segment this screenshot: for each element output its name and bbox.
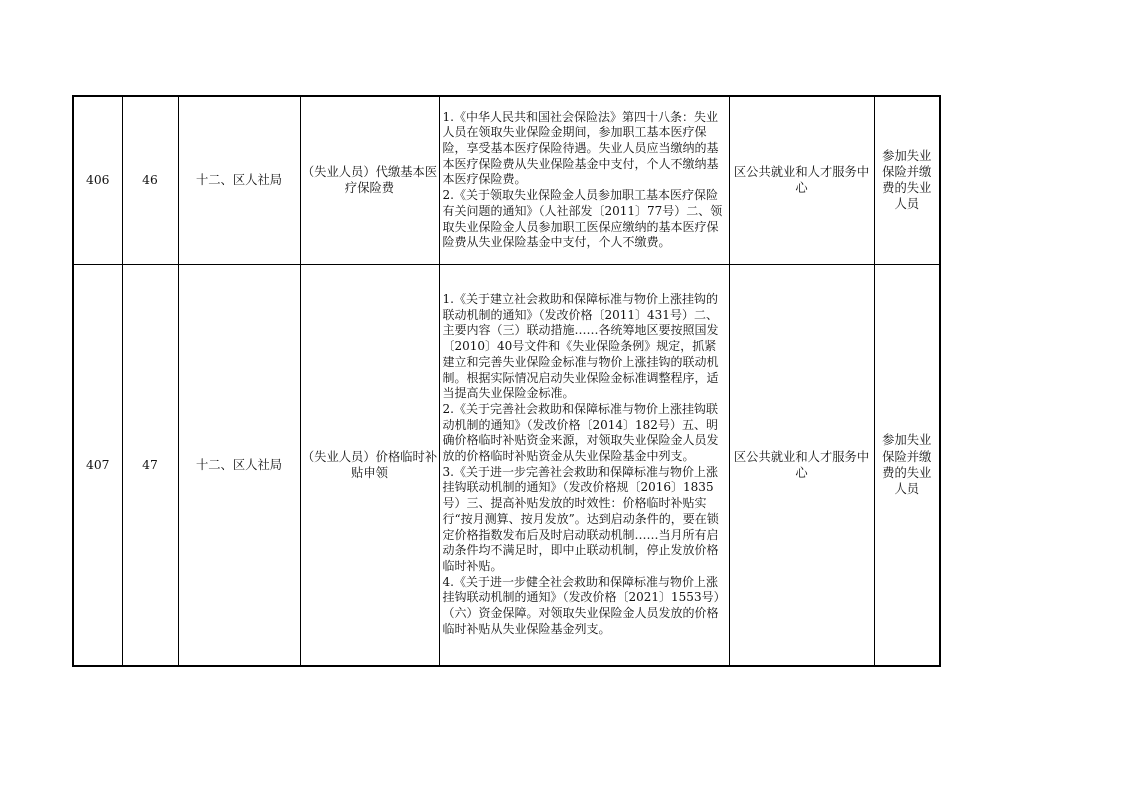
basis-paragraph: 4.《关于进一步健全社会救助和保障标准与物价上涨挂钩联动机制的通知》（发改价格〔2021〕1553号）（六）资金保障。对领取失业保险金人员发放的价格临时补贴从失业保险基金列支。 bbox=[442, 574, 720, 636]
department-cell: 十二、区人社局 bbox=[178, 264, 300, 666]
table-row bbox=[73, 96, 940, 264]
basis-paragraph: 1.《关于建立社会救助和保障标准与物价上涨挂钩的联动机制的通知》（发改价格〔2011〕431号）二、主要内容（三）联动措施……各统筹地区要按照国发〔2010〕40号文件和《失业保险条例》规定，抓紧建立和完善失业保险金标准与物价上涨挂钩的联动机制。根据实际情况启动失业保险金标准调整程序，适当提高失业保险金标准。 bbox=[442, 292, 719, 401]
service-table bbox=[72, 95, 941, 667]
item-name-cell: （失业人员）代缴基本医疗保险费 bbox=[300, 96, 439, 264]
seq-cell: 406 bbox=[73, 96, 122, 264]
seq-cell: 407 bbox=[73, 264, 122, 666]
implementer-cell: 区公共就业和人才服务中心 bbox=[729, 96, 874, 264]
basis-paragraph: 3.《关于进一步完善社会救助和保障标准与物价上涨挂钩联动机制的通知》（发改价格规〔2016〕1835号）三、提高补贴发放的时效性：价格临时补贴实行“按月测算、按月发放”。达到启动条件的，要在锁定价格指数发布后及时启动联动机制……当月所有启动条件均不满足时，即中止联动机制，停止发放价格临时补贴。 bbox=[442, 464, 719, 573]
item-name-cell: （失业人员）价格临时补贴申领 bbox=[300, 264, 439, 666]
sub-seq-cell: 47 bbox=[122, 264, 178, 666]
basis-paragraph: 2.《关于完善社会救助和保障标准与物价上涨挂钩联动机制的通知》（发改价格〔2014〕182号）五、明确价格临时补贴资金来源，对领取失业保险金人员发放的价格临时补贴资金从失业保险基金中列支。 bbox=[442, 401, 719, 464]
target-cell: 参加失业保险并缴费的失业人员 bbox=[874, 96, 940, 264]
legal-basis-cell bbox=[439, 264, 729, 666]
table-row bbox=[73, 264, 940, 666]
target-cell: 参加失业保险并缴费的失业人员 bbox=[874, 264, 940, 666]
legal-basis-cell bbox=[439, 96, 729, 264]
implementer-cell: 区公共就业和人才服务中心 bbox=[729, 264, 874, 666]
basis-paragraph: 2.《关于领取失业保险金人员参加职工基本医疗保险有关问题的通知》（人社部发〔2011〕77号）二、领取失业保险金人员参加职工医保应缴纳的基本医疗保险费从失业保险基金中支付，个人不缴费。 bbox=[442, 188, 723, 250]
basis-paragraph: 1.《中华人民共和国社会保险法》第四十八条：失业人员在领取失业保险金期间，参加职工基本医疗保险，享受基本医疗保险待遇。失业人员应当缴纳的基本医疗保险费从失业保险基金中支付，个人不缴纳基本医疗保险费。 bbox=[442, 109, 719, 187]
department-cell: 十二、区人社局 bbox=[178, 96, 300, 264]
sub-seq-cell: 46 bbox=[122, 96, 178, 264]
